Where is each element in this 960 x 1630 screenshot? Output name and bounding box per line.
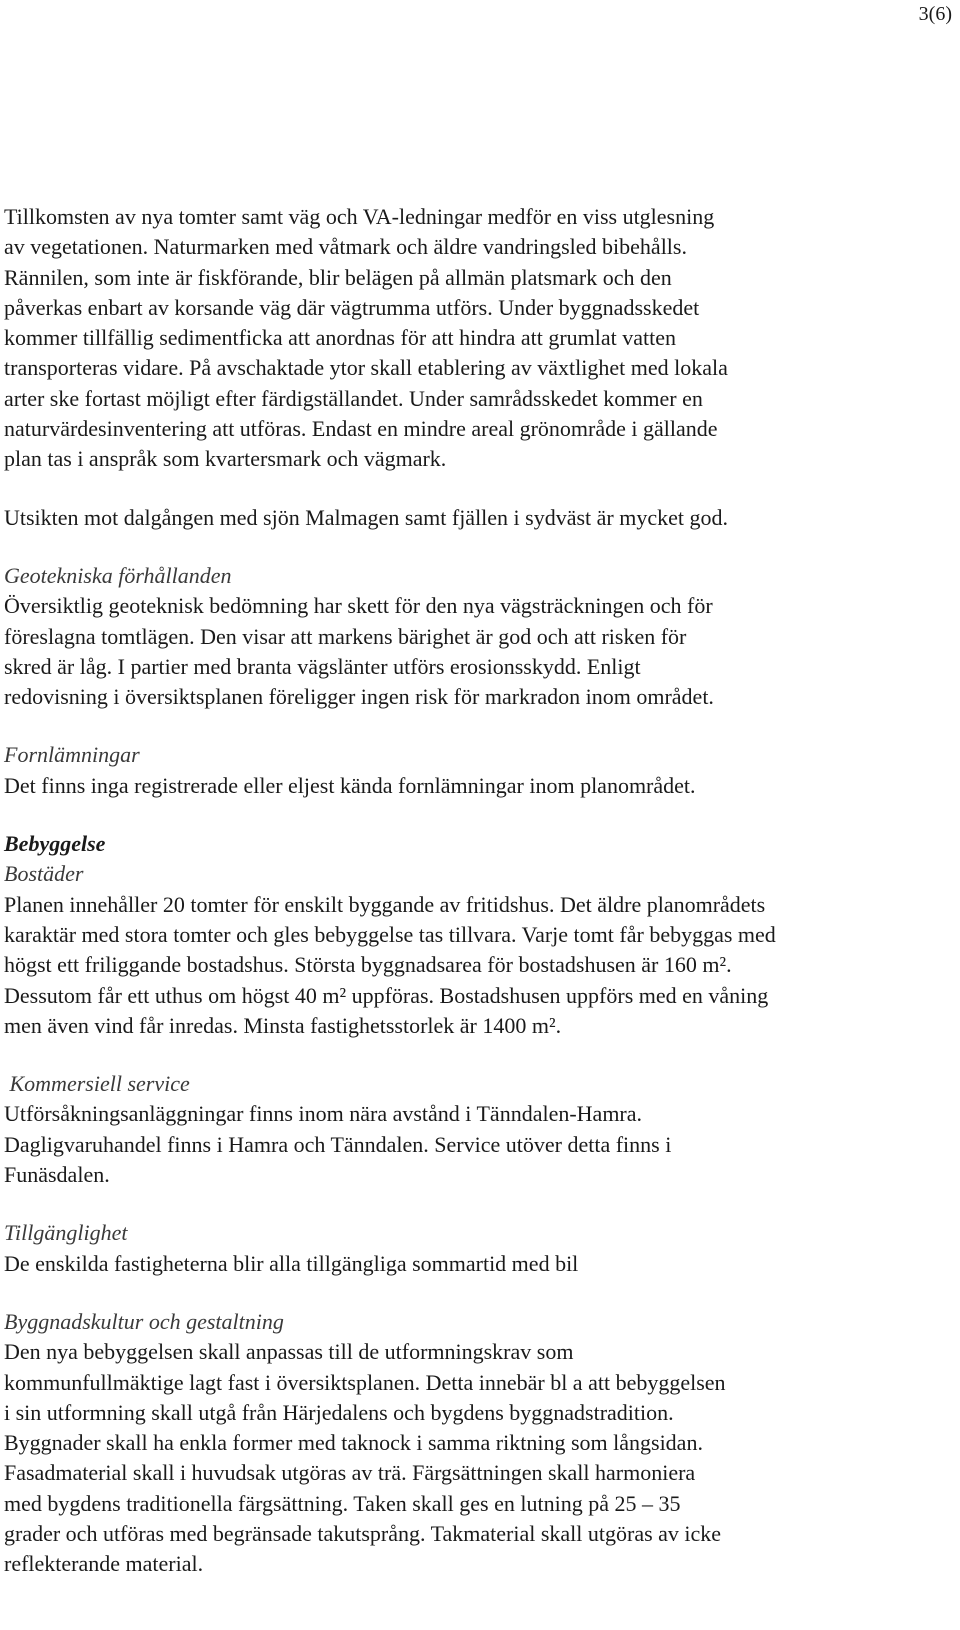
- text-line: arter ske fortast möjligt efter färdigställandet. Under samrådsskedet kommer en: [4, 385, 703, 411]
- culture-section: [4, 1307, 952, 1580]
- section-heading: Fornlämningar: [4, 742, 140, 768]
- commercial-section: [4, 1069, 952, 1190]
- ancient-section: [4, 740, 952, 801]
- view-paragraph: [4, 503, 952, 533]
- text-line: Översiktlig geoteknisk bedömning har skett för den nya vägsträckningen och för: [4, 593, 713, 619]
- text-line: av vegetationen. Naturmarken med våtmark och äldre vandringsled bibehålls.: [4, 234, 687, 260]
- text-line: transporteras vidare. På avschaktade ytor skall etablering av växtlighet med lokala: [4, 355, 728, 381]
- text-line: Utförsåkningsanläggningar finns inom nära avstånd i Tänndalen-Hamra.: [4, 1101, 643, 1127]
- geotech-section: [4, 561, 952, 712]
- text-line: Den nya bebyggelsen skall anpassas till de utformningskrav som: [4, 1339, 574, 1365]
- section-subheading: Bostäder: [4, 861, 84, 887]
- access-section: [4, 1218, 952, 1279]
- text-line: föreslagna tomtlägen. Den visar att markens bärighet är god och att risken för: [4, 623, 687, 649]
- text-line: påverkas enbart av korsande väg där vägtrumma utförs. Under byggnadsskedet: [4, 294, 700, 320]
- text-line: skred är låg. I partier med branta vägslänter utförs erosionsskydd. Enligt: [4, 653, 641, 679]
- section-heading: Byggnadskultur och gestaltning: [4, 1308, 284, 1334]
- text-line: i sin utformning skall utgå från Härjedalens och bygdens byggnadstradition.: [4, 1399, 674, 1425]
- text-line: Utsikten mot dalgången med sjön Malmagen samt fjällen i sydväst är mycket god.: [4, 504, 729, 530]
- page-number: 3(6): [918, 3, 952, 25]
- text-line: redovisning i översiktsplanen föreligger ingen risk för markradon inom området.: [4, 684, 714, 710]
- text-line: plan tas i anspråk som kvartersmark och vägmark.: [4, 446, 447, 472]
- text-line: Byggnader skall ha enkla former med taknock i samma riktning som långsidan.: [4, 1430, 703, 1456]
- text-line: Dagligvaruhandel finns i Hamra och Tänndalen. Service utöver detta finns i: [4, 1131, 672, 1157]
- text-line: grader och utföras med begränsade takutsprång. Takmaterial skall utgöras av icke: [4, 1520, 722, 1546]
- text-line: Det finns inga registrerade eller eljest kända fornlämningar inom planområdet.: [4, 772, 696, 798]
- text-line: högst ett friliggande bostadshus. Största byggnadsarea för bostadshusen är 160 m².: [4, 952, 732, 978]
- text-line: kommunfullmäktige lagt fast i översiktsplanen. Detta innebär bl a att bebyggelsen: [4, 1369, 726, 1395]
- document-body: [4, 202, 952, 1580]
- buildings-section: [4, 829, 952, 1041]
- intro-paragraph: [4, 202, 952, 475]
- text-line: Planen innehåller 20 tomter för enskilt byggande av fritidshus. Det äldre planområdets: [4, 891, 766, 917]
- text-line: karaktär med stora tomter och gles bebyggelse tas tillvara. Varje tomt får bebyggas med: [4, 921, 776, 947]
- section-heading: Geotekniska förhållanden: [4, 562, 232, 588]
- text-line: men även vind får inredas. Minsta fastighetsstorlek är 1400 m².: [4, 1012, 562, 1038]
- text-line: De enskilda fastigheterna blir alla tillgängliga sommartid med bil: [4, 1250, 579, 1276]
- text-line: Fasadmaterial skall i huvudsak utgöras av trä. Färgsättningen skall harmoniera: [4, 1460, 696, 1486]
- text-line: Funäsdalen.: [4, 1162, 110, 1188]
- text-line: kommer tillfällig sedimentficka att anordnas för att hindra att grumlat vatten: [4, 325, 677, 351]
- text-line: naturvärdesinventering att utföras. Endast en mindre areal grönområde i gällande: [4, 416, 718, 442]
- text-line: med bygdens traditionella färgsättning. Taken skall ges en lutning på 25 – 35: [4, 1490, 681, 1516]
- text-line: Dessutom får ett uthus om högst 40 m² uppföras. Bostadshusen uppförs med en våning: [4, 982, 769, 1008]
- text-line: Rännilen, som inte är fiskförande, blir belägen på allmän platsmark och den: [4, 264, 672, 290]
- section-heading: Tillgänglighet: [4, 1220, 128, 1246]
- text-line: Tillkomsten av nya tomter samt väg och VA-ledningar medför en viss utglesning: [4, 204, 715, 229]
- section-heading: Kommersiell service: [4, 1071, 190, 1097]
- text-line: reflekterande material.: [4, 1551, 204, 1577]
- section-heading: Bebyggelse: [4, 831, 106, 857]
